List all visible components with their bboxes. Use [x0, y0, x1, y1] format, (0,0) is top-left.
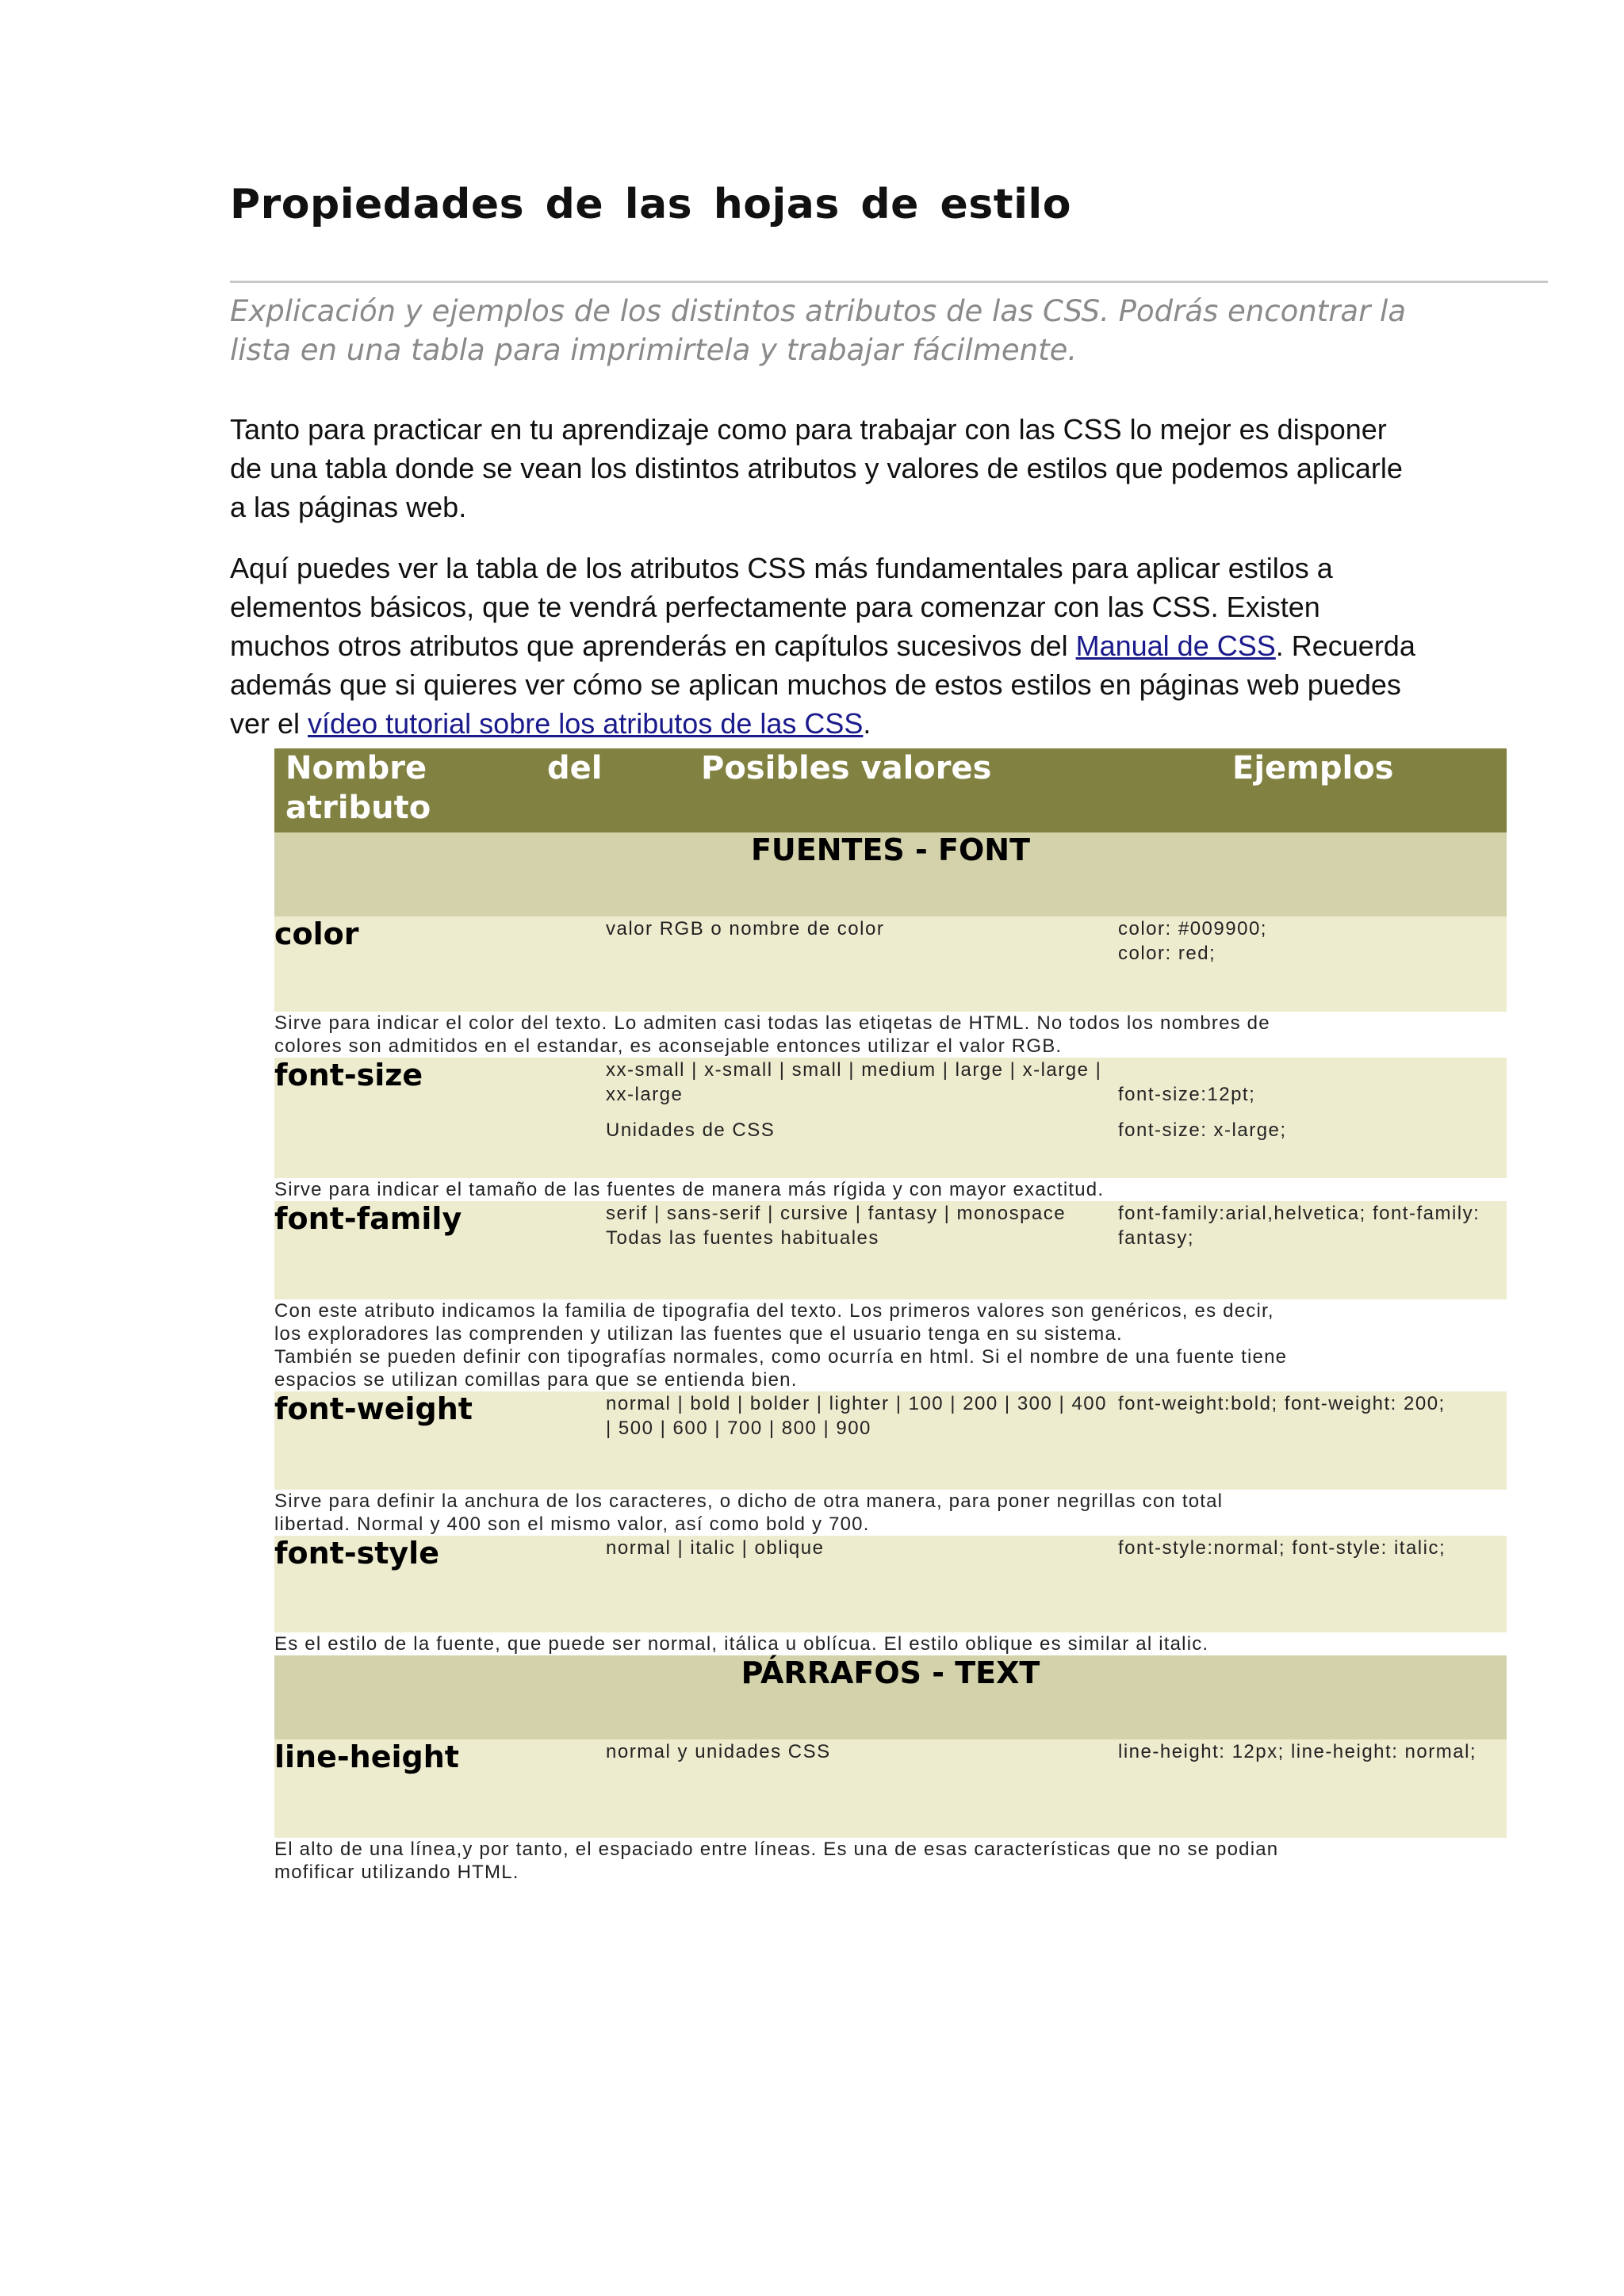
property-name: font-style [274, 1536, 606, 1632]
second-paragraph [230, 549, 1419, 743]
property-description-row [274, 1178, 1507, 1201]
property-examples: font-size:12pt; font-size: x-large; [1118, 1058, 1507, 1178]
property-row [274, 916, 1507, 1012]
intro-paragraph: Tanto para practicar en tu aprendizaje como para trabajar con las CSS lo mejor es disponer de una tabla donde se vean los distintos atributos y valores de estilos que podemos aplicarle a las páginas web. [230, 413, 1403, 523]
property-values: normal | bold | bolder | lighter | 100 | 200 | 300 | 400 | 500 | 600 | 700 | 800 | 900 [606, 1391, 1118, 1490]
page-subtitle: Explicación y ejemplos de los distintos atributos de las CSS. Podrás encontrar la lista en una tabla para imprimirtela y trabajar fácilmente. [230, 294, 1406, 367]
page-title: Propiedades de las hojas de estilo [230, 181, 1071, 228]
header-attribute-name: Nombre del atributo [274, 748, 606, 832]
property-values: normal y unidades CSS [606, 1739, 1118, 1838]
section-title: PÁRRAFOS - TEXT [274, 1655, 1507, 1739]
property-description-row [274, 1012, 1507, 1058]
property-values: valor RGB o nombre de color [606, 916, 1118, 1012]
property-name: font-family [274, 1201, 606, 1299]
property-name: line-height [274, 1739, 606, 1838]
property-description: Sirve para indicar el tamaño de las fuentes de manera más rígida y con mayor exactitud. [274, 1179, 1105, 1200]
section-row-text [274, 1655, 1507, 1739]
paragraph-text-part3: . [863, 707, 871, 740]
property-values: xx-small | x-small | small | medium | large | x-large | xx-large Unidades de CSS [606, 1058, 1118, 1178]
property-examples: line-height: 12px; line-height: normal; [1118, 1739, 1507, 1838]
section-row-font [274, 832, 1507, 916]
property-name: font-size [274, 1058, 606, 1178]
property-examples: font-family:arial,helvetica; font-family: fantasy; [1118, 1201, 1507, 1299]
property-description-extra: También se pueden definir con tipografías normales, como ocurría en html. Si el nombre de una fuente tiene espacios se utilizan comillas para que se entienda bien. [274, 1346, 1288, 1391]
property-row [274, 1536, 1507, 1632]
header-examples: Ejemplos [1118, 748, 1507, 832]
property-values: serif | sans-serif | cursive | fantasy | monospace Todas las fuentes habituales [606, 1201, 1118, 1299]
property-values: normal | italic | oblique [606, 1536, 1118, 1632]
property-examples: font-style:normal; font-style: italic; [1118, 1536, 1507, 1632]
property-description-row [274, 1838, 1507, 1884]
section-title: FUENTES - FONT [274, 832, 1507, 916]
property-description: Sirve para indicar el color del texto. Lo admiten casi todas las etiqetas de HTML. No todos los nombres de colores son admitidos en el estandar, es aconsejable entonces utilizar el valor RGB. [274, 1012, 1270, 1057]
css-properties-table [274, 748, 1507, 1884]
video-tutorial-link[interactable]: vídeo tutorial sobre los atributos de las CSS [308, 707, 864, 740]
property-description-row [274, 1632, 1507, 1655]
property-row [274, 1058, 1507, 1178]
property-row [274, 1391, 1507, 1490]
property-row [274, 1739, 1507, 1838]
property-description-row [274, 1299, 1507, 1391]
paragraph-text-part1: Aquí puedes ver la tabla de los atributos CSS más fundamentales para aplicar estilos a elementos básicos, que te vendrá perfectamente para comenzar con las CSS. Existen muchos otros atributos que aprenderás en capítulos sucesivos del [230, 552, 1333, 662]
property-name: color [274, 916, 606, 1012]
manual-css-link[interactable]: Manual de CSS [1075, 629, 1276, 662]
property-description: El alto de una línea,y por tanto, el espaciado entre líneas. Es una de esas características que no se podian mofificar utilizando HTML. [274, 1839, 1279, 1883]
property-examples: color: #009900; color: red; [1118, 916, 1507, 1012]
property-description: Es el estilo de la fuente, que puede ser normal, itálica u oblícua. El estilo oblique es similar al italic. [274, 1633, 1209, 1655]
property-description: Sirve para definir la anchura de los caracteres, o dicho de otra manera, para poner negrillas con total libertad. Normal y 400 son el mismo valor, así como bold y 700. [274, 1490, 1224, 1535]
property-description-row [274, 1490, 1507, 1536]
paragraph-text-part2: . Recuerda además que si quieres ver cómo se aplican muchos de estos estilos en páginas web puedes ver el [230, 629, 1415, 740]
table-header-row [274, 748, 1507, 832]
property-row [274, 1201, 1507, 1299]
property-examples: font-weight:bold; font-weight: 200; [1118, 1391, 1507, 1490]
header-possible-values: Posibles valores [606, 748, 1118, 832]
title-divider [230, 281, 1548, 283]
property-description: Con este atributo indicamos la familia de tipografia del texto. Los primeros valores son genéricos, es decir, los exploradores las comprenden y utilizan las fuentes que el usuario tenga en su sistema. [274, 1300, 1274, 1345]
property-name: font-weight [274, 1391, 606, 1490]
